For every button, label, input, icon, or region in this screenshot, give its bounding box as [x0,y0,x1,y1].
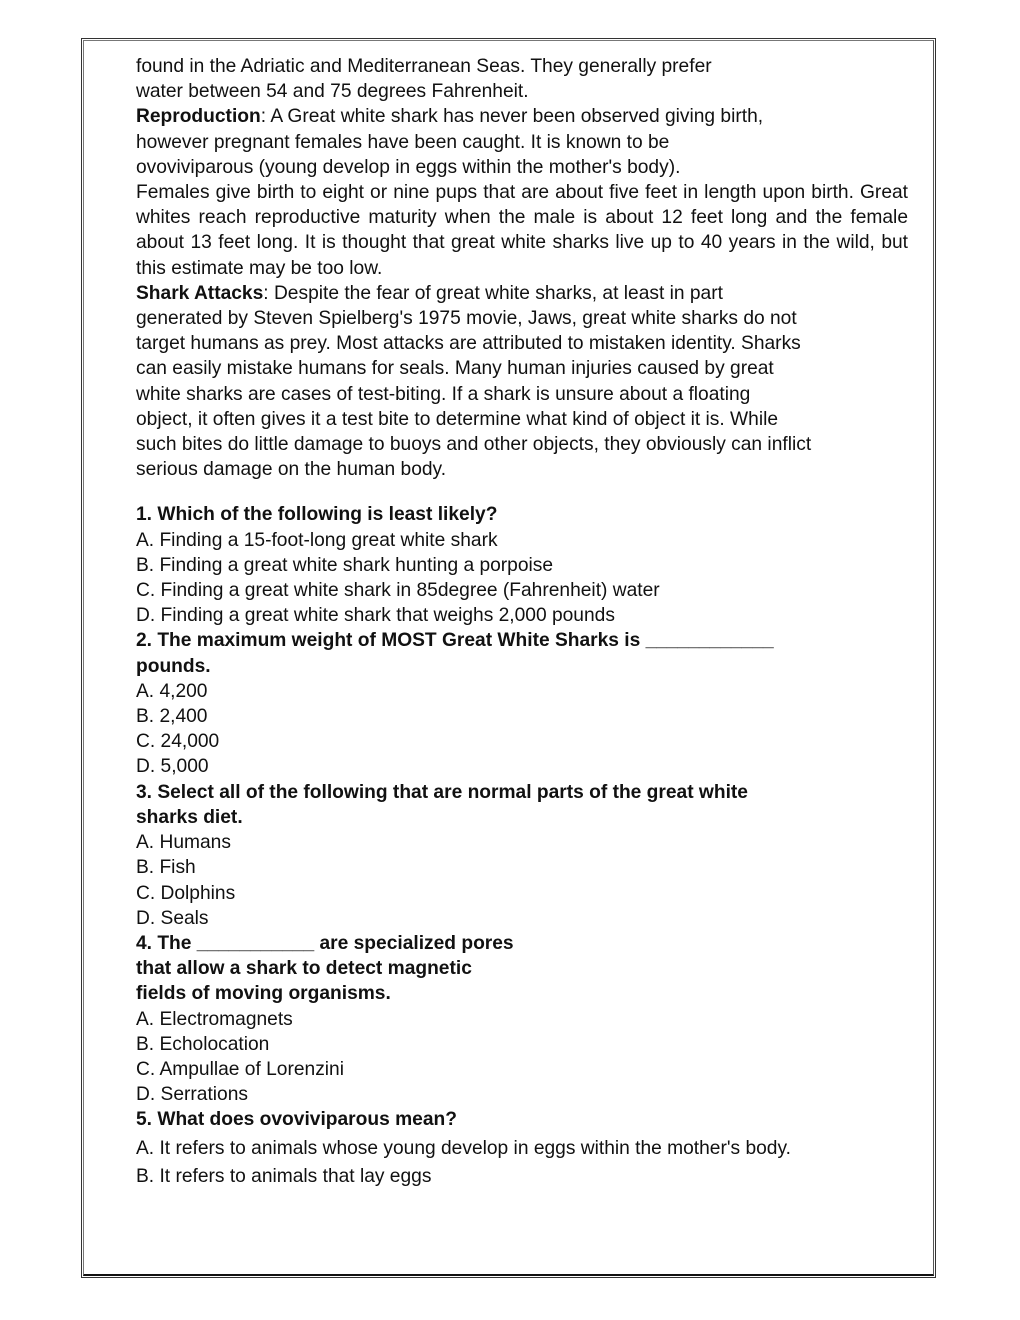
answer-option: C. Dolphins [136,882,236,904]
question-text: fields of moving organisms. [136,983,391,1005]
passage-line: can easily mistake humans for seals. Many human injuries caused by great [136,358,774,380]
answer-option: B. Echolocation [136,1033,270,1055]
answer-option: D. Seals [136,907,209,929]
passage-text: : Despite the fear of great white sharks, at least in part [263,282,723,304]
question-1 [136,502,916,628]
question-text: that allow a shark to detect magnetic [136,958,472,980]
reproduction-paragraph: Females give birth to eight or nine pups that are about five feet in length upon birth. Great whites reach reproductive maturity when the male is about 12 feet long and the female about 13 feet long. It is thought that great white sharks live up to 40 years in the wild, but this estimate may be too low. [136,182,908,279]
question-text: 1. Which of the following is least likely? [136,504,498,526]
answer-option: A. Humans [136,832,231,854]
reproduction-heading: Reproduction [136,106,261,128]
answer-option: B. Fish [136,857,196,879]
passage-line: water between 54 and 75 degrees Fahrenheit. [136,81,529,103]
answer-option: B. It refers to animals that lay eggs [136,1165,432,1187]
answer-option: C. 24,000 [136,731,220,753]
question-text: 4. The ___________ are specialized pores [136,932,514,954]
attacks-heading: Shark Attacks [136,282,264,304]
passage-line: object, it often gives it a test bite to determine what kind of object it is. While [136,408,779,430]
question-4 [136,931,916,1107]
answer-option: D. 5,000 [136,756,209,778]
attacks-line [136,281,916,306]
question-text: pounds. [136,655,211,677]
reproduction-line [136,104,916,129]
worksheet-content [136,54,916,1192]
passage-line: found in the Adriatic and Mediterranean Seas. They generally prefer [136,56,712,77]
answer-option: A. It refers to animals whose young develop in eggs within the mother's body. [136,1137,791,1159]
passage-line: generated by Steven Spielberg's 1975 movie, Jaws, great white sharks do not [136,308,797,330]
spacer [136,482,916,502]
question-text: 5. What does ovoviviparous mean? [136,1109,457,1131]
passage-text: : A Great white shark has never been observed giving birth, [260,106,764,128]
passage-line: target humans as prey. Most attacks are attributed to mistaken identity. Sharks [136,333,801,355]
answer-option: C. Finding a great white shark in 85degree (Fahrenheit) water [136,580,660,602]
answer-option: C. Ampullae of Lorenzini [136,1058,344,1080]
answer-option: A. Electromagnets [136,1008,293,1030]
answer-option: D. Serrations [136,1084,248,1106]
question-text: 3. Select all of the following that are normal parts of the great white [136,781,748,803]
passage [136,54,916,482]
question-text: sharks diet. [136,806,243,828]
question-text: 2. The maximum weight of MOST Great White Sharks is ____________ [136,630,774,652]
passage-line: serious damage on the human body. [136,459,447,481]
answer-option: B. 2,400 [136,706,208,728]
passage-line: however pregnant females have been caught. It is known to be [136,131,670,153]
answer-option: A. Finding a 15-foot-long great white shark [136,529,498,551]
passage-line: white sharks are cases of test-biting. If a shark is unsure about a floating [136,383,751,405]
question-2 [136,628,916,779]
passage-line: such bites do little damage to buoys and other objects, they obviously can inflict [136,434,812,456]
answer-option: B. Finding a great white shark hunting a porpoise [136,554,554,576]
passage-line: ovoviviparous (young develop in eggs within the mother's body). [136,156,681,178]
answer-option: D. Finding a great white shark that weighs 2,000 pounds [136,605,615,627]
question-3 [136,780,916,931]
answer-option: A. 4,200 [136,680,208,702]
question-5 [136,1107,916,1189]
